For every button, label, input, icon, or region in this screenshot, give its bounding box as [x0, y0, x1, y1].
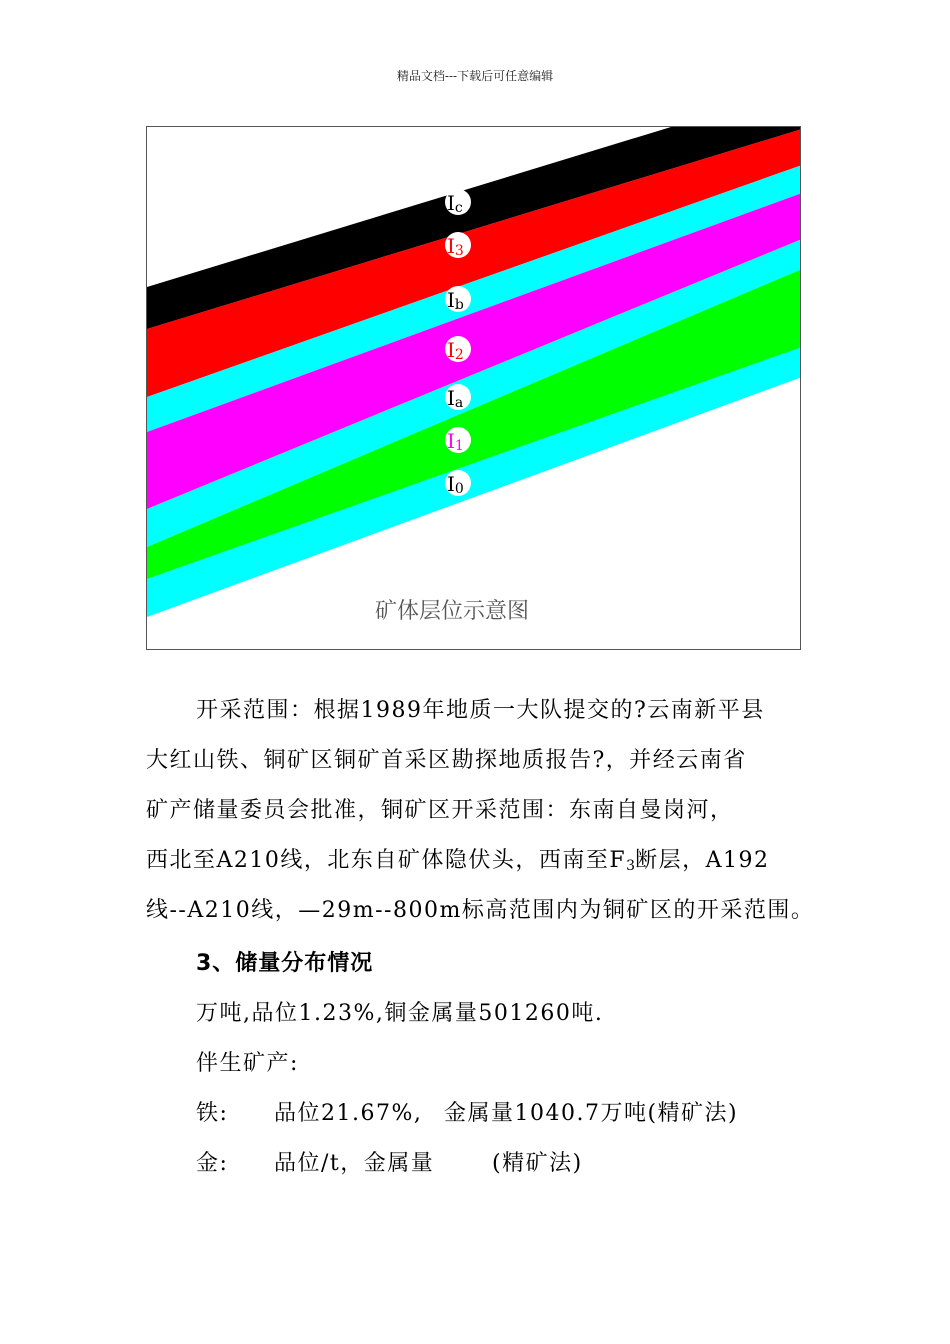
- page-header: 精品文档---下载后可任意编辑: [396, 69, 554, 83]
- paragraph-line-4b: 断层，A192: [635, 848, 770, 873]
- layer-label-text: Ic: [447, 191, 463, 216]
- diagram-caption: 矿体层位示意图: [374, 599, 530, 624]
- layer-label-text: I2: [447, 338, 464, 363]
- layer-label-text: I1: [447, 429, 464, 454]
- paragraph-line-3: 矿产储量委员会批准，铜矿区开采范围：东南自曼岗河，: [146, 798, 734, 823]
- iron-row: [196, 1096, 739, 1127]
- gold-grade: 品位/t，金属量: [274, 1151, 435, 1176]
- gold-method: (精矿法): [492, 1151, 583, 1176]
- paragraph-line-1: 开采范围：根据1989年地质一大队提交的?云南新平县: [196, 698, 765, 723]
- diagram-svg: [147, 127, 801, 650]
- section-heading: 3、储量分布情况: [196, 951, 374, 976]
- iron-name: 铁:: [196, 1101, 229, 1126]
- gold-row: [196, 1146, 583, 1177]
- layer-label-text: I3: [447, 234, 464, 259]
- gold-name: 金:: [196, 1151, 229, 1176]
- layer-label-text: Ia: [447, 386, 464, 411]
- layer-label-text: Ib: [447, 288, 464, 313]
- paragraph-line-5: 线--A210线，—29m--800m标高范围内为铜矿区的开采范围。: [146, 898, 815, 923]
- paragraph-line-4: [146, 836, 818, 891]
- fault-subscript: 3: [626, 858, 636, 874]
- associated-minerals-title: 伴生矿产:: [196, 1051, 299, 1076]
- paragraph-line-4a: 西北至A210线，北东自矿体隐伏头，西南至F: [146, 848, 627, 873]
- iron-grade: 品位21.67%,: [274, 1101, 423, 1126]
- iron-metal: 金属量1040.7万吨(精矿法): [444, 1101, 739, 1126]
- ore-layer-diagram: [146, 126, 801, 650]
- reserves-line: 万吨,品位1.23%,铜金属量501260吨.: [196, 1001, 604, 1026]
- layer-label-text: I0: [447, 472, 464, 497]
- paragraph-line-2: 大红山铁、铜矿区铜矿首采区勘探地质报告?，并经云南省: [146, 748, 747, 773]
